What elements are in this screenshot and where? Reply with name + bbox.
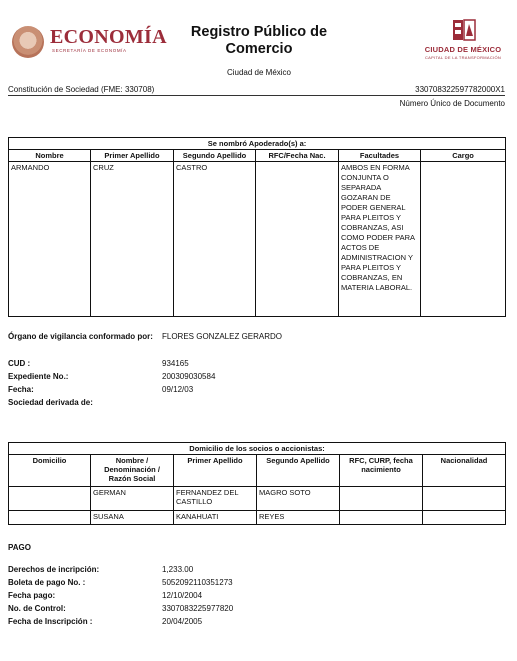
apoderados-caption: Se nombró Apoderado(s) a: (9, 138, 506, 150)
pago-label: Derechos de incripción: (8, 565, 100, 574)
pago-value: 12/10/2004 (162, 591, 203, 600)
table-cell (423, 511, 506, 525)
organo-label: Órgano de vigilancia conformado por: (8, 332, 153, 341)
table-cell (340, 511, 423, 525)
cdmx-subtitle: CAPITAL DE LA TRANSFORMACIÓN (424, 55, 502, 60)
column-header: Nombre (9, 150, 91, 162)
fecha-label: Fecha: (8, 385, 34, 394)
column-header: Facultades (339, 150, 421, 162)
title-line-2: Comercio (225, 41, 293, 57)
header-divider (8, 95, 505, 96)
column-header: Segundo Apellido (174, 150, 256, 162)
brand-subtitle: SECRETARÍA DE ECONOMÍA (52, 48, 127, 53)
table-cell (340, 487, 423, 511)
cud-label: CUD : (8, 359, 31, 368)
table-cell: GERMAN (91, 487, 174, 511)
table-cell: KANAHUATI (174, 511, 257, 525)
column-header: Cargo (421, 150, 506, 162)
derivada-label: Sociedad derivada de: (8, 398, 93, 407)
pago-value: 20/04/2005 (162, 617, 203, 626)
city-label: Ciudad de México (226, 68, 292, 77)
table-cell: MAGRO SOTO (257, 487, 340, 511)
pago-label: No. de Control: (8, 604, 66, 613)
apoderados-table (8, 137, 506, 317)
table-cell: CASTRO (174, 162, 256, 317)
cdmx-name: CIUDAD DE MÉXICO (424, 45, 502, 54)
table-cell: SUSANA (91, 511, 174, 525)
pago-value: 1,233.00 (162, 565, 194, 574)
apoderados-header-row (9, 150, 506, 162)
economia-logo (12, 26, 172, 60)
cdmx-logo (418, 18, 508, 68)
column-header: RFC, CURP, fecha nacimiento (340, 455, 423, 487)
fecha-value: 09/12/03 (162, 385, 194, 394)
table-row (9, 511, 506, 525)
document-number-label: Número Único de Documento (399, 99, 505, 108)
national-seal-icon (12, 26, 44, 58)
table-cell: CRUZ (91, 162, 174, 317)
table-cell: REYES (257, 511, 340, 525)
column-header: Primer Apellido (174, 455, 257, 487)
table-row (9, 162, 506, 317)
table-row (9, 487, 506, 511)
cud-value: 934165 (162, 359, 189, 368)
expediente-label: Expediente No.: (8, 372, 69, 381)
table-cell (423, 487, 506, 511)
column-header: Segundo Apellido (257, 455, 340, 487)
document-type: Constitución de Sociedad (FME: 330708) (8, 85, 155, 94)
table-cell: FERNANDEZ DEL CASTILLO (174, 487, 257, 511)
cdmx-emblem-icon (452, 18, 476, 42)
column-header: Primer Apellido (91, 150, 174, 162)
pago-label: Fecha de Inscripción : (8, 617, 93, 626)
title-line-1: Registro Público de (190, 24, 328, 40)
column-header: Domicilio (9, 455, 91, 487)
table-cell (421, 162, 506, 317)
socios-caption: Domicilio de los socios o accionistas: (9, 443, 506, 455)
brand-name: ECONOMÍA (50, 26, 167, 48)
pago-label: Boleta de pago No. : (8, 578, 86, 587)
table-cell (256, 162, 339, 317)
table-cell (9, 487, 91, 511)
socios-table (8, 442, 506, 525)
column-header: RFC/Fecha Nac. (256, 150, 339, 162)
document-title (180, 24, 338, 58)
pago-value: 3307083225977820 (162, 604, 234, 613)
pago-title: PAGO (8, 543, 31, 552)
pago-label: Fecha pago: (8, 591, 56, 600)
organo-value: FLORES GONZALEZ GERARDO (162, 332, 283, 341)
table-cell (9, 511, 91, 525)
column-header: Nombre / Denominación / Razón Social (91, 455, 174, 487)
table-cell: AMBOS EN FORMA CONJUNTA O SEPARADA GOZARAN DE PODER GENERAL PARA PLEITOS Y COBRANZAS, ASI COMO PODER PARA ACTOS DE ADMINISTRACION Y PARA PLEITOS Y COBRANZAS, EN MATERIA LABORAL. (339, 162, 421, 317)
document-number: 330708322597782000X1 (415, 85, 505, 94)
column-header: Nacionalidad (423, 455, 506, 487)
pago-value: 5052092110351273 (162, 578, 233, 587)
table-cell: ARMANDO (9, 162, 91, 317)
socios-header-row (9, 455, 506, 487)
expediente-value: 200309030584 (162, 372, 216, 381)
